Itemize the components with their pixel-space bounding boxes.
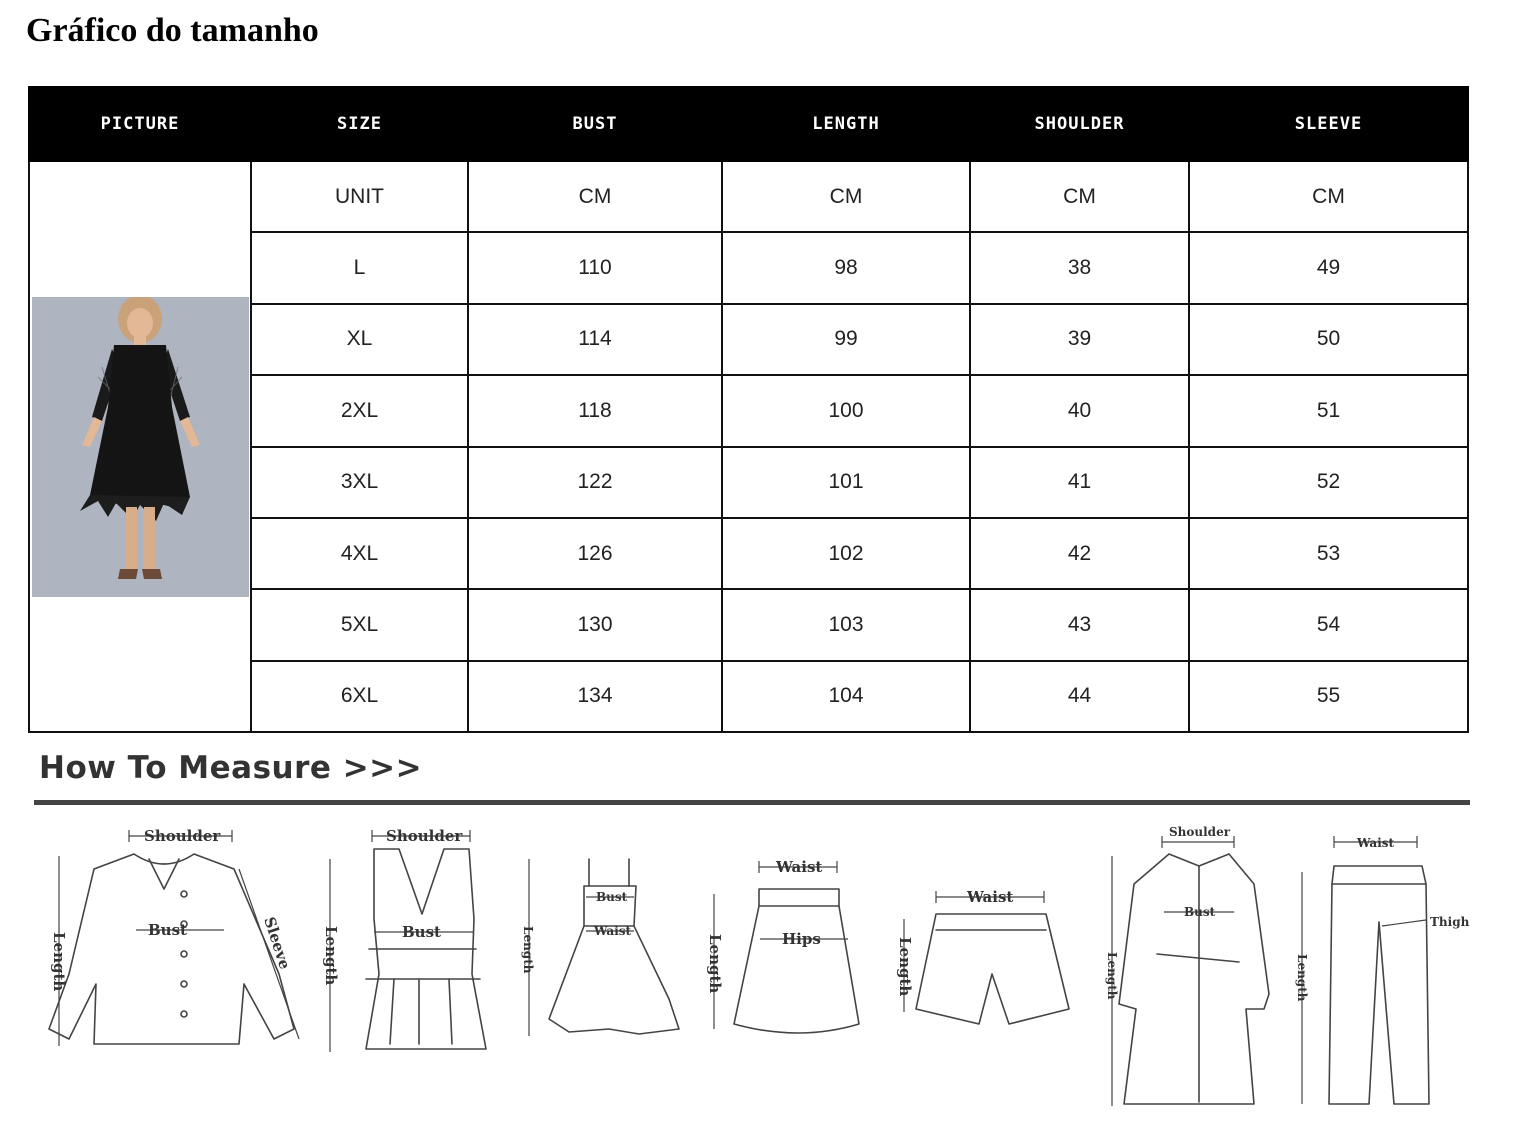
section-divider <box>34 800 1470 805</box>
header-shoulder: SHOULDER <box>970 87 1189 161</box>
trench-coat-icon <box>1112 836 1269 1106</box>
table-cell: 130 <box>468 589 722 660</box>
label-bust-slip: Bust <box>596 890 628 904</box>
dress-photo <box>32 297 249 597</box>
header-picture: PICTURE <box>29 87 251 161</box>
table-cell: CM <box>970 161 1189 232</box>
table-cell: 52 <box>1189 447 1468 518</box>
label-sleeve-blouse: Sleeve <box>260 914 294 972</box>
table-cell: 39 <box>970 304 1189 375</box>
table-cell: 98 <box>722 232 970 303</box>
label-length-skirt: Length <box>706 934 724 994</box>
label-length-blouse: Length <box>50 932 68 992</box>
table-cell: 5XL <box>251 589 468 660</box>
table-cell: 2XL <box>251 375 468 446</box>
table-cell: 99 <box>722 304 970 375</box>
header-size: SIZE <box>251 87 468 161</box>
table-cell: 50 <box>1189 304 1468 375</box>
table-cell: CM <box>722 161 970 232</box>
label-length-tank: Length <box>322 926 340 986</box>
shorts-icon <box>904 891 1069 1024</box>
table-cell: 122 <box>468 447 722 518</box>
label-hips-skirt: Hips <box>782 930 821 948</box>
table-cell: 100 <box>722 375 970 446</box>
measurement-diagrams <box>24 814 1476 1114</box>
label-shoulder-blouse: Shoulder <box>144 827 221 845</box>
table-cell: 53 <box>1189 518 1468 589</box>
table-cell: 110 <box>468 232 722 303</box>
label-bust-tank: Bust <box>402 923 441 941</box>
table-cell: 118 <box>468 375 722 446</box>
table-row <box>29 161 1468 232</box>
header-length: LENGTH <box>722 87 970 161</box>
table-cell: 6XL <box>251 661 468 732</box>
page-title: Gráfico do tamanho <box>26 12 319 49</box>
table-cell: 134 <box>468 661 722 732</box>
table-cell: 3XL <box>251 447 468 518</box>
size-chart-table <box>28 86 1469 733</box>
table-cell: L <box>251 232 468 303</box>
table-cell: 114 <box>468 304 722 375</box>
label-length-trousers: Length <box>1295 954 1309 1002</box>
label-bust-blouse: Bust <box>148 921 187 939</box>
label-waist-skirt: Waist <box>776 858 823 876</box>
table-cell: 54 <box>1189 589 1468 660</box>
table-cell: 101 <box>722 447 970 518</box>
label-waist-shorts: Waist <box>967 888 1014 906</box>
table-cell: 43 <box>970 589 1189 660</box>
table-cell: CM <box>468 161 722 232</box>
table-header-row <box>29 87 1468 161</box>
label-waist-slip: Waist <box>594 924 632 938</box>
slip-dress-icon <box>529 859 679 1036</box>
table-cell: 103 <box>722 589 970 660</box>
table-cell: 102 <box>722 518 970 589</box>
header-bust: BUST <box>468 87 722 161</box>
table-cell: 40 <box>970 375 1189 446</box>
label-shoulder-coat: Shoulder <box>1169 825 1231 839</box>
table-cell: UNIT <box>251 161 468 232</box>
table-cell: 55 <box>1189 661 1468 732</box>
how-to-measure-title: How To Measure >>> <box>39 750 423 786</box>
picture-cell <box>29 161 251 732</box>
label-shoulder-tank: Shoulder <box>386 827 463 845</box>
label-thigh-trousers: Thigh <box>1430 915 1470 929</box>
table-cell: XL <box>251 304 468 375</box>
header-sleeve: SLEEVE <box>1189 87 1468 161</box>
trousers-icon <box>1302 836 1429 1104</box>
tank-top-icon <box>330 830 486 1052</box>
table-cell: 104 <box>722 661 970 732</box>
table-cell: CM <box>1189 161 1468 232</box>
table-cell: 38 <box>970 232 1189 303</box>
label-bust-coat: Bust <box>1184 905 1216 919</box>
table-cell: 49 <box>1189 232 1468 303</box>
label-length-shorts: Length <box>896 937 914 997</box>
table-cell: 51 <box>1189 375 1468 446</box>
label-length-coat: Length <box>1105 952 1119 1000</box>
label-waist-trousers: Waist <box>1357 836 1395 850</box>
how-to-measure-section <box>24 742 1476 1112</box>
table-cell: 44 <box>970 661 1189 732</box>
label-length-slip: Length <box>521 926 535 974</box>
table-cell: 4XL <box>251 518 468 589</box>
table-cell: 41 <box>970 447 1189 518</box>
table-cell: 42 <box>970 518 1189 589</box>
table-cell: 126 <box>468 518 722 589</box>
